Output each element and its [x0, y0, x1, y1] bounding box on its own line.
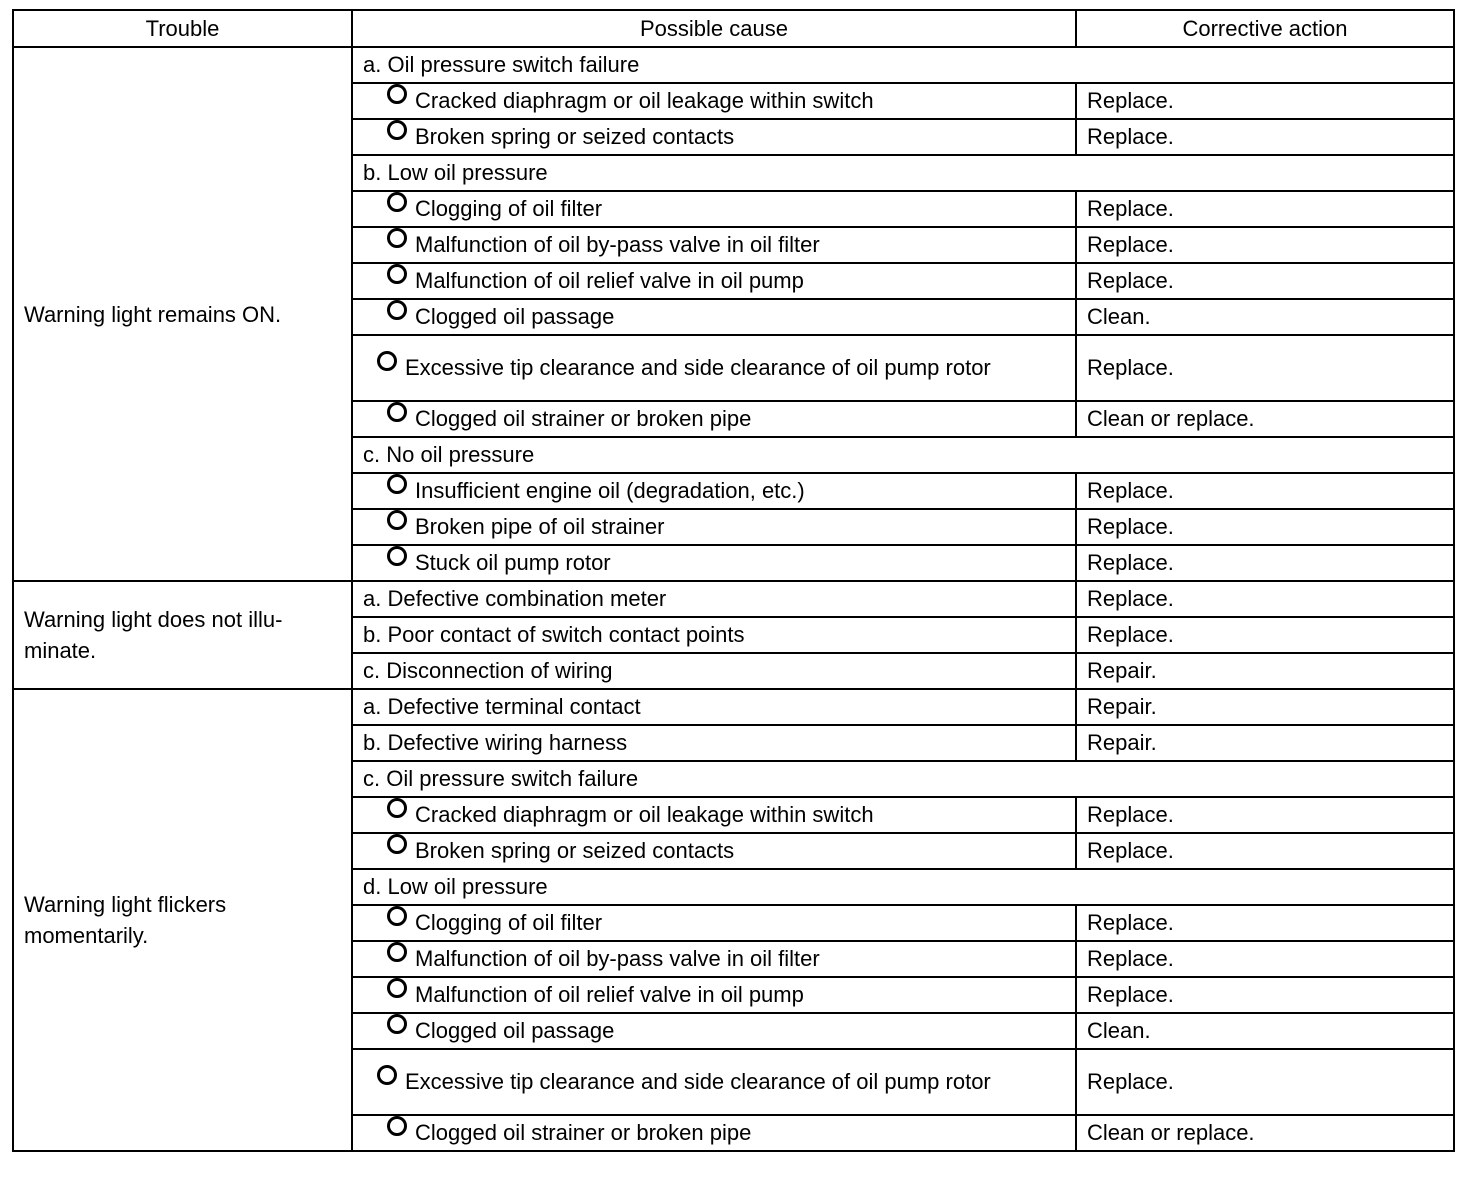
cause-cell	[352, 833, 1076, 869]
action-cell: Replace.	[1076, 545, 1454, 581]
cause-cell	[352, 509, 1076, 545]
cause-text: Broken spring or seized contacts	[415, 838, 735, 863]
circle-bullet-icon	[387, 300, 407, 320]
circle-bullet-icon	[377, 351, 397, 371]
cause-text: Cracked diaphragm or oil leakage within switch	[415, 802, 874, 827]
circle-bullet-icon	[387, 84, 407, 104]
cause-cell	[352, 1049, 1076, 1115]
table-body	[13, 47, 1454, 1151]
circle-bullet-icon	[387, 402, 407, 422]
circle-bullet-icon	[387, 798, 407, 818]
circle-bullet-icon	[387, 228, 407, 248]
cause-cell	[352, 905, 1076, 941]
cause-cell	[352, 299, 1076, 335]
action-cell: Replace.	[1076, 977, 1454, 1013]
cause-text: Malfunction of oil relief valve in oil pump	[415, 268, 804, 293]
cause-cell: b. Poor contact of switch contact points	[352, 617, 1076, 653]
cause-text: Malfunction of oil by-pass valve in oil filter	[415, 946, 820, 971]
trouble-text: Warning light flickers momentarily.	[24, 892, 227, 948]
action-cell: Replace.	[1076, 941, 1454, 977]
cause-text: Clogged oil passage	[415, 1018, 615, 1043]
cause-text: Clogging of oil filter	[415, 196, 603, 221]
cause-cell	[352, 191, 1076, 227]
cause-cell	[352, 1013, 1076, 1049]
circle-bullet-icon	[387, 264, 407, 284]
trouble-cell	[13, 689, 352, 1151]
cause-cell	[352, 263, 1076, 299]
circle-bullet-icon	[387, 978, 407, 998]
cause-heading-cell: c. Oil pressure switch failure	[352, 761, 1454, 797]
cause-text: Malfunction of oil by-pass valve in oil filter	[415, 232, 820, 257]
cause-text: Insufficient engine oil (degradation, etc.)	[415, 478, 805, 503]
cause-heading-cell: c. No oil pressure	[352, 437, 1454, 473]
action-cell: Replace.	[1076, 833, 1454, 869]
cause-cell: a. Defective combination meter	[352, 581, 1076, 617]
trouble-text: Warning light does not illu- minate.	[24, 607, 283, 663]
cause-cell	[352, 977, 1076, 1013]
cause-text: Excessive tip clearance and side clearance of oil pump rotor	[405, 1069, 991, 1094]
cause-cell	[352, 227, 1076, 263]
trouble-text: Warning light remains ON.	[24, 301, 282, 327]
action-cell: Clean.	[1076, 1013, 1454, 1049]
action-cell: Replace.	[1076, 227, 1454, 263]
action-cell: Replace.	[1076, 191, 1454, 227]
cause-cell: a. Defective terminal contact	[352, 689, 1076, 725]
cause-heading-cell: d. Low oil pressure	[352, 869, 1454, 905]
cause-text: Stuck oil pump rotor	[415, 550, 611, 575]
circle-bullet-icon	[387, 546, 407, 566]
action-cell: Replace.	[1076, 335, 1454, 401]
action-cell: Replace.	[1076, 617, 1454, 653]
circle-bullet-icon	[387, 192, 407, 212]
header-trouble: Trouble	[13, 10, 352, 47]
cause-text: Excessive tip clearance and side clearance of oil pump rotor	[405, 355, 991, 380]
cause-text: Clogged oil passage	[415, 304, 615, 329]
table-row	[13, 689, 1454, 725]
trouble-cell	[13, 581, 352, 689]
action-cell: Repair.	[1076, 653, 1454, 689]
circle-bullet-icon	[387, 906, 407, 926]
cause-text: Broken spring or seized contacts	[415, 124, 735, 149]
action-cell: Replace.	[1076, 1049, 1454, 1115]
circle-bullet-icon	[387, 942, 407, 962]
cause-heading-cell: a. Oil pressure switch failure	[352, 47, 1454, 83]
cause-cell	[352, 545, 1076, 581]
cause-cell	[352, 797, 1076, 833]
header-corrective-action: Corrective action	[1076, 10, 1454, 47]
header-row	[13, 10, 1454, 47]
cause-cell	[352, 941, 1076, 977]
table-row	[13, 47, 1454, 83]
action-cell: Replace.	[1076, 83, 1454, 119]
action-cell: Replace.	[1076, 581, 1454, 617]
cause-cell	[352, 335, 1076, 401]
cause-text: Cracked diaphragm or oil leakage within switch	[415, 88, 874, 113]
action-cell: Replace.	[1076, 797, 1454, 833]
action-cell: Repair.	[1076, 725, 1454, 761]
action-cell: Clean or replace.	[1076, 401, 1454, 437]
cause-text: Broken pipe of oil strainer	[415, 514, 665, 539]
cause-text: Malfunction of oil relief valve in oil pump	[415, 982, 804, 1007]
cause-cell	[352, 401, 1076, 437]
action-cell: Replace.	[1076, 509, 1454, 545]
cause-cell	[352, 83, 1076, 119]
circle-bullet-icon	[387, 1116, 407, 1136]
cause-cell	[352, 119, 1076, 155]
circle-bullet-icon	[387, 1014, 407, 1034]
circle-bullet-icon	[387, 834, 407, 854]
circle-bullet-icon	[377, 1065, 397, 1085]
cause-cell: b. Defective wiring harness	[352, 725, 1076, 761]
cause-text: Clogged oil strainer or broken pipe	[415, 1120, 752, 1145]
troubleshooting-table	[12, 9, 1455, 1152]
action-cell: Replace.	[1076, 119, 1454, 155]
cause-cell	[352, 473, 1076, 509]
action-cell: Replace.	[1076, 905, 1454, 941]
circle-bullet-icon	[387, 120, 407, 140]
cause-cell	[352, 1115, 1076, 1151]
cause-cell: c. Disconnection of wiring	[352, 653, 1076, 689]
action-cell: Clean or replace.	[1076, 1115, 1454, 1151]
action-cell: Replace.	[1076, 263, 1454, 299]
cause-text: Clogging of oil filter	[415, 910, 603, 935]
trouble-cell	[13, 47, 352, 581]
action-cell: Repair.	[1076, 689, 1454, 725]
action-cell: Replace.	[1076, 473, 1454, 509]
action-cell: Clean.	[1076, 299, 1454, 335]
header-possible-cause: Possible cause	[352, 10, 1076, 47]
cause-text: Clogged oil strainer or broken pipe	[415, 406, 752, 431]
circle-bullet-icon	[387, 510, 407, 530]
circle-bullet-icon	[387, 474, 407, 494]
table-row	[13, 581, 1454, 617]
cause-heading-cell: b. Low oil pressure	[352, 155, 1454, 191]
